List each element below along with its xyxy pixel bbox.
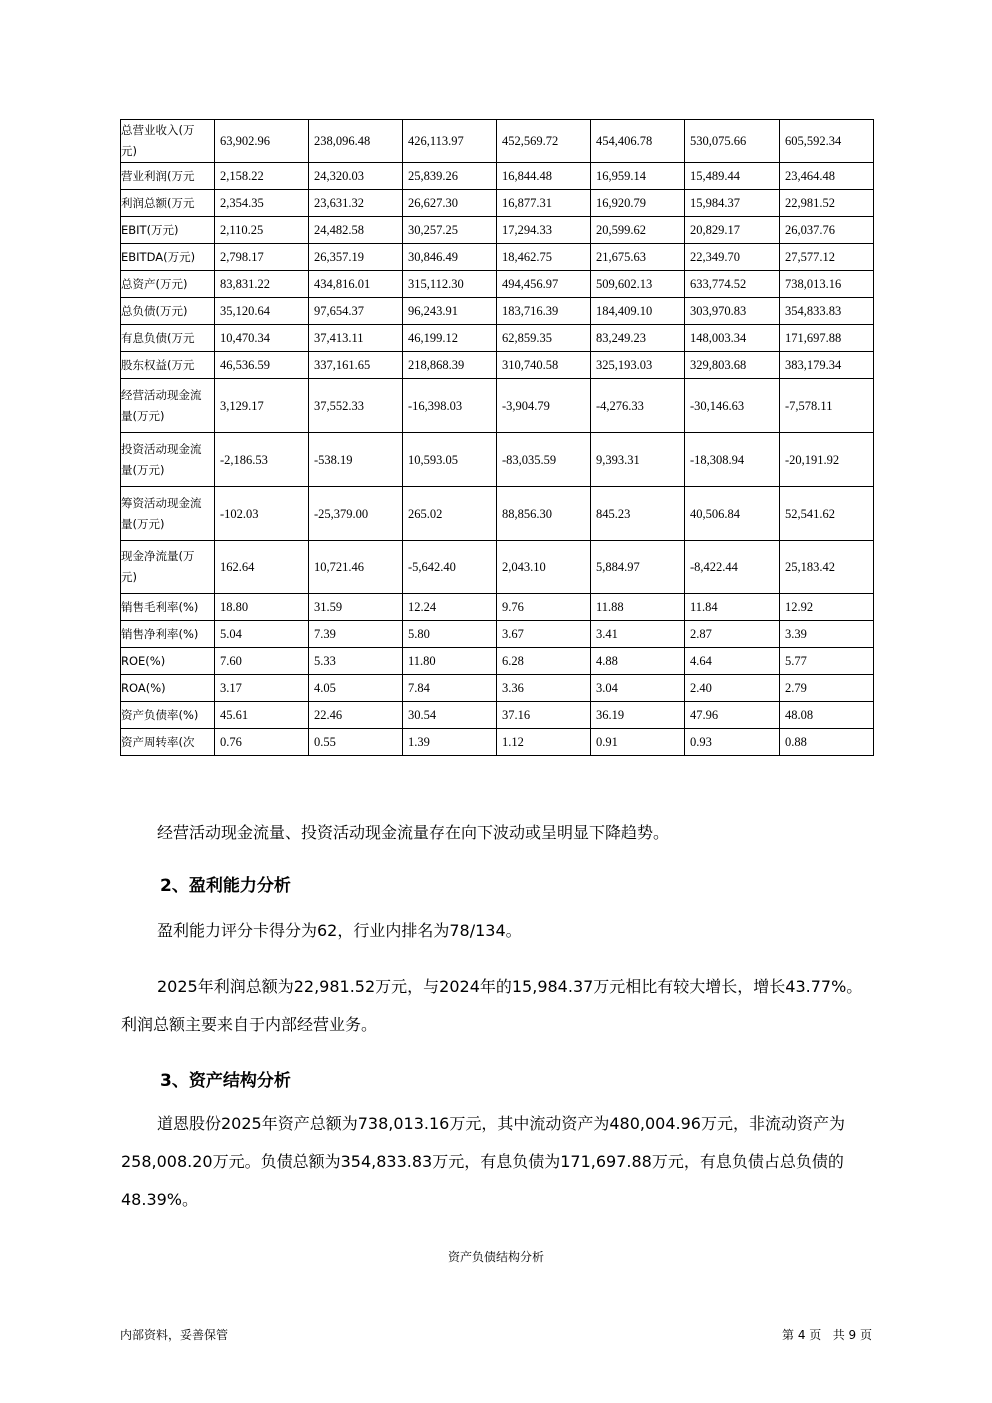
table-cell: 17,294.33 (497, 217, 591, 244)
table-row (121, 702, 874, 729)
table-cell: 11.80 (403, 648, 497, 675)
row-label: 营业利润(万元 (121, 163, 215, 190)
table-cell: 62,859.35 (497, 325, 591, 352)
table-cell: 845.23 (591, 487, 685, 541)
row-label: 销售毛利率(%) (121, 594, 215, 621)
table-cell: 5.80 (403, 621, 497, 648)
row-label: 经营活动现金流量(万元) (121, 379, 215, 433)
table-cell: 633,774.52 (685, 271, 780, 298)
table-cell: 325,193.03 (591, 352, 685, 379)
table-row (121, 298, 874, 325)
table-row (121, 675, 874, 702)
table-row (121, 621, 874, 648)
table-cell: 0.91 (591, 729, 685, 756)
table-cell: 183,716.39 (497, 298, 591, 325)
table-cell: 36.19 (591, 702, 685, 729)
table-cell: 605,592.34 (780, 120, 874, 163)
table-cell: -2,186.53 (215, 433, 309, 487)
table-cell: -3,904.79 (497, 379, 591, 433)
footer-page-number: 第 4 页 共 9 页 (782, 1328, 872, 1342)
table-cell: 30,257.25 (403, 217, 497, 244)
row-label: 投资活动现金流量(万元) (121, 433, 215, 487)
table-cell: 1.39 (403, 729, 497, 756)
table-cell: 63,902.96 (215, 120, 309, 163)
table-cell: 18.80 (215, 594, 309, 621)
table-cell: 30,846.49 (403, 244, 497, 271)
row-label: 有息负债(万元 (121, 325, 215, 352)
table-cell: 9.76 (497, 594, 591, 621)
table-cell: 15,489.44 (685, 163, 780, 190)
section-heading-asset-structure: 3、资产结构分析 (160, 1071, 291, 1091)
table-cell: 37,413.11 (309, 325, 403, 352)
table-cell: 2,043.10 (497, 541, 591, 594)
table-cell: 2.79 (780, 675, 874, 702)
table-cell: 31.59 (309, 594, 403, 621)
table-row (121, 244, 874, 271)
table-row (121, 271, 874, 298)
row-label: 股东权益(万元 (121, 352, 215, 379)
row-label: 总营业收入(万元) (121, 120, 215, 163)
table-cell: 16,844.48 (497, 163, 591, 190)
table-cell: 509,602.13 (591, 271, 685, 298)
table-cell: 26,357.19 (309, 244, 403, 271)
table-cell: -30,146.63 (685, 379, 780, 433)
table-cell: 1.12 (497, 729, 591, 756)
table-cell: -5,642.40 (403, 541, 497, 594)
table-row (121, 433, 874, 487)
table-cell: 218,868.39 (403, 352, 497, 379)
table-cell: 315,112.30 (403, 271, 497, 298)
table-cell: 46,199.12 (403, 325, 497, 352)
table-row (121, 648, 874, 675)
table-cell: 494,456.97 (497, 271, 591, 298)
table-cell: 4.88 (591, 648, 685, 675)
row-label: 资产负债率(%) (121, 702, 215, 729)
table-cell: 20,829.17 (685, 217, 780, 244)
table-cell: 97,654.37 (309, 298, 403, 325)
table-cell: 40,506.84 (685, 487, 780, 541)
table-cell: 2,158.22 (215, 163, 309, 190)
table-cell: 20,599.62 (591, 217, 685, 244)
table-cell: 48.08 (780, 702, 874, 729)
table-cell: 16,959.14 (591, 163, 685, 190)
table-cell: 11.88 (591, 594, 685, 621)
row-label: 总资产(万元) (121, 271, 215, 298)
table-cell: 310,740.58 (497, 352, 591, 379)
table-row (121, 325, 874, 352)
table-cell: 184,409.10 (591, 298, 685, 325)
table-cell: -7,578.11 (780, 379, 874, 433)
table-cell: 22,981.52 (780, 190, 874, 217)
table-cell: -20,191.92 (780, 433, 874, 487)
table-cell: 530,075.66 (685, 120, 780, 163)
table-cell: 83,249.23 (591, 325, 685, 352)
paragraph-cashflow-trend: 经营活动现金流量、投资活动现金流量存在向下波动或呈明显下降趋势。 (157, 823, 670, 842)
table-cell: 22,349.70 (685, 244, 780, 271)
table-cell: 45.61 (215, 702, 309, 729)
row-label: 现金净流量(万元) (121, 541, 215, 594)
table-cell: 303,970.83 (685, 298, 780, 325)
table-cell: 329,803.68 (685, 352, 780, 379)
table-cell: 7.60 (215, 648, 309, 675)
table-cell: 11.84 (685, 594, 780, 621)
financial-table-body (121, 120, 874, 756)
table-cell: 23,631.32 (309, 190, 403, 217)
table-cell: -18,308.94 (685, 433, 780, 487)
table-cell: 4.64 (685, 648, 780, 675)
table-row (121, 729, 874, 756)
table-row (121, 487, 874, 541)
table-cell: 5.77 (780, 648, 874, 675)
table-cell: 83,831.22 (215, 271, 309, 298)
table-cell: 27,577.12 (780, 244, 874, 271)
table-cell: 3.39 (780, 621, 874, 648)
table-cell: -8,422.44 (685, 541, 780, 594)
table-cell: 3.04 (591, 675, 685, 702)
paragraph-asset-structure: 道恩股份2025年资产总额为738,013.16万元，其中流动资产为480,004.96万元，非流动资产为258,008.20万元。负债总额为354,833.83万元，有息负债为171,697.88万元，有息负债占总负债的48.39%。 (121, 1114, 845, 1209)
table-cell: 148,003.34 (685, 325, 780, 352)
table-cell: 3.41 (591, 621, 685, 648)
table-row (121, 190, 874, 217)
table-cell: 23,464.48 (780, 163, 874, 190)
table-cell: 18,462.75 (497, 244, 591, 271)
table-cell: -16,398.03 (403, 379, 497, 433)
table-cell: 26,037.76 (780, 217, 874, 244)
section-heading-profitability: 2、盈利能力分析 (160, 876, 291, 896)
table-cell: 37.16 (497, 702, 591, 729)
table-cell: -25,379.00 (309, 487, 403, 541)
table-cell: 452,569.72 (497, 120, 591, 163)
table-cell: 5,884.97 (591, 541, 685, 594)
row-label: 资产周转率(次 (121, 729, 215, 756)
table-cell: 238,096.48 (309, 120, 403, 163)
table-cell: 354,833.83 (780, 298, 874, 325)
table-cell: 35,120.64 (215, 298, 309, 325)
table-cell: 0.76 (215, 729, 309, 756)
table-cell: -538.19 (309, 433, 403, 487)
table-cell: 171,697.88 (780, 325, 874, 352)
table-cell: 10,721.46 (309, 541, 403, 594)
table-cell: 4.05 (309, 675, 403, 702)
table-cell: 0.55 (309, 729, 403, 756)
table-cell: 16,920.79 (591, 190, 685, 217)
table-cell: 88,856.30 (497, 487, 591, 541)
row-label: EBITDA(万元) (121, 244, 215, 271)
table-row (121, 594, 874, 621)
paragraph-profit-growth: 2025年利润总额为22,981.52万元，与2024年的15,984.37万元相比有较大增长，增长43.77%。利润总额主要来自于内部经营业务。 (121, 977, 863, 1034)
table-row (121, 163, 874, 190)
table-cell: 7.84 (403, 675, 497, 702)
table-cell: 3.17 (215, 675, 309, 702)
table-cell: 22.46 (309, 702, 403, 729)
table-cell: 12.24 (403, 594, 497, 621)
table-cell: 46,536.59 (215, 352, 309, 379)
table-cell: 26,627.30 (403, 190, 497, 217)
table-cell: 2.87 (685, 621, 780, 648)
table-cell: 5.04 (215, 621, 309, 648)
row-label: 销售净利率(%) (121, 621, 215, 648)
row-label: 筹资活动现金流量(万元) (121, 487, 215, 541)
table-cell: 47.96 (685, 702, 780, 729)
footer-confidential-note: 内部资料，妥善保管 (120, 1328, 229, 1342)
table-cell: 3,129.17 (215, 379, 309, 433)
table-cell: 2,798.17 (215, 244, 309, 271)
row-label: ROE(%) (121, 648, 215, 675)
table-cell: 52,541.62 (780, 487, 874, 541)
table-cell: 3.36 (497, 675, 591, 702)
financial-table (120, 119, 874, 756)
row-label: 利润总额(万元 (121, 190, 215, 217)
table-cell: 265.02 (403, 487, 497, 541)
table-cell: 383,179.34 (780, 352, 874, 379)
row-label: 总负债(万元) (121, 298, 215, 325)
table-cell: 7.39 (309, 621, 403, 648)
table-cell: 15,984.37 (685, 190, 780, 217)
table-cell: 24,320.03 (309, 163, 403, 190)
table-cell: -102.03 (215, 487, 309, 541)
row-label: ROA(%) (121, 675, 215, 702)
table-cell: 30.54 (403, 702, 497, 729)
table-cell: 2,354.35 (215, 190, 309, 217)
paragraph-profitability-score: 盈利能力评分卡得分为62，行业内排名为78/134。 (157, 921, 522, 940)
table-cell: 434,816.01 (309, 271, 403, 298)
table-cell: 9,393.31 (591, 433, 685, 487)
table-cell: 162.64 (215, 541, 309, 594)
table-cell: 3.67 (497, 621, 591, 648)
table-cell: 24,482.58 (309, 217, 403, 244)
table-cell: 337,161.65 (309, 352, 403, 379)
table-cell: 0.93 (685, 729, 780, 756)
table-row (121, 120, 874, 163)
table-cell: 426,113.97 (403, 120, 497, 163)
table-cell: 738,013.16 (780, 271, 874, 298)
table-cell: 2.40 (685, 675, 780, 702)
table-cell: 25,183.42 (780, 541, 874, 594)
table-cell: 25,839.26 (403, 163, 497, 190)
table-cell: 10,470.34 (215, 325, 309, 352)
table-cell: 6.28 (497, 648, 591, 675)
table-row (121, 352, 874, 379)
table-cell: 21,675.63 (591, 244, 685, 271)
table-cell: 5.33 (309, 648, 403, 675)
table-cell: 96,243.91 (403, 298, 497, 325)
table-row (121, 217, 874, 244)
table-row (121, 379, 874, 433)
table-cell: 16,877.31 (497, 190, 591, 217)
table-cell: 10,593.05 (403, 433, 497, 487)
figure-caption: 资产负债结构分析 (447, 1250, 544, 1264)
table-cell: -4,276.33 (591, 379, 685, 433)
table-cell: 37,552.33 (309, 379, 403, 433)
table-cell: 12.92 (780, 594, 874, 621)
row-label: EBIT(万元) (121, 217, 215, 244)
table-cell: 454,406.78 (591, 120, 685, 163)
table-cell: -83,035.59 (497, 433, 591, 487)
table-cell: 2,110.25 (215, 217, 309, 244)
table-cell: 0.88 (780, 729, 874, 756)
table-row (121, 541, 874, 594)
